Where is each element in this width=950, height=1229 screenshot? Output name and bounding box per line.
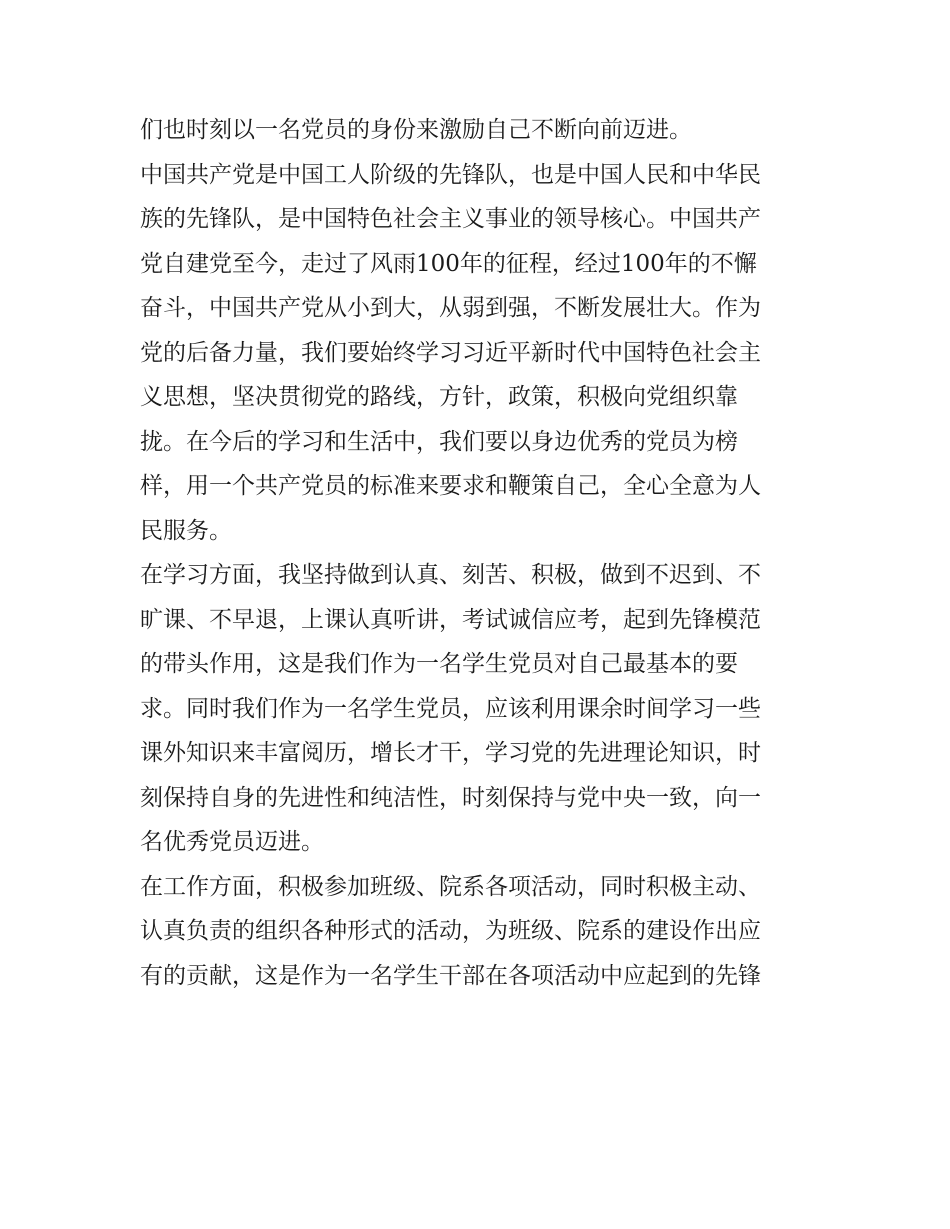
text-line: 民服务。 — [140, 517, 232, 544]
text-line: 党的后备力量，我们要始终学习习近平新时代中国特色社会主 — [140, 339, 761, 366]
text-line: 旷课、不早退，上课认真听讲，考试诚信应考，起到先锋模范 — [140, 606, 761, 633]
paragraph-party-intro — [140, 153, 820, 554]
text-line: 有的贡献，这是作为一名学生干部在各项活动中应起到的先锋 — [140, 962, 761, 989]
paragraph-study — [140, 553, 820, 865]
text-line: 在工作方面，积极参加班级、院系各项活动，同时积极主动、 — [140, 873, 761, 900]
text-line: 课外知识来丰富阅历，增长才干，学习党的先进理论知识，时 — [140, 740, 761, 766]
text-line: 在学习方面，我坚持做到认真、刻苦、积极，做到不迟到、不 — [140, 562, 761, 588]
text-line: 的带头作用，这是我们作为一名学生党员对自己最基本的要 — [140, 651, 738, 677]
paragraph-continuation — [140, 108, 820, 153]
text-line: 认真负责的组织各种形式的活动，为班级、院系的建设作出应 — [140, 918, 761, 944]
text-line: 中国共产党是中国工人阶级的先锋队，也是中国人民和中华民 — [140, 161, 761, 188]
text-line: 刻保持自身的先进性和纯洁性，时刻保持与党中央一致，向一 — [140, 784, 761, 811]
text-line: 拢。在今后的学习和生活中，我们要以身边优秀的党员为榜 — [140, 428, 738, 455]
text-line: 党自建党至今，走过了风雨100年的征程，经过100年的不懈 — [140, 250, 757, 277]
text-line: 样，用一个共产党员的标准来要求和鞭策自己，全心全意为人 — [140, 473, 761, 499]
document-body — [140, 108, 820, 998]
text-line: 义思想，坚决贯彻党的路线，方针，政策，积极向党组织靠 — [140, 384, 738, 410]
text-line: 们也时刻以一名党员的身份来激励自己不断向前迈进。 — [140, 117, 692, 143]
paragraph-work — [140, 865, 820, 999]
text-line: 名优秀党员迈进。 — [140, 829, 324, 855]
text-line: 族的先锋队，是中国特色社会主义事业的领导核心。中国共产 — [140, 206, 761, 232]
text-line: 求。同时我们作为一名学生党员，应该利用课余时间学习一些 — [140, 695, 761, 722]
text-line: 奋斗，中国共产党从小到大，从弱到强，不断发展壮大。作为 — [140, 295, 761, 321]
